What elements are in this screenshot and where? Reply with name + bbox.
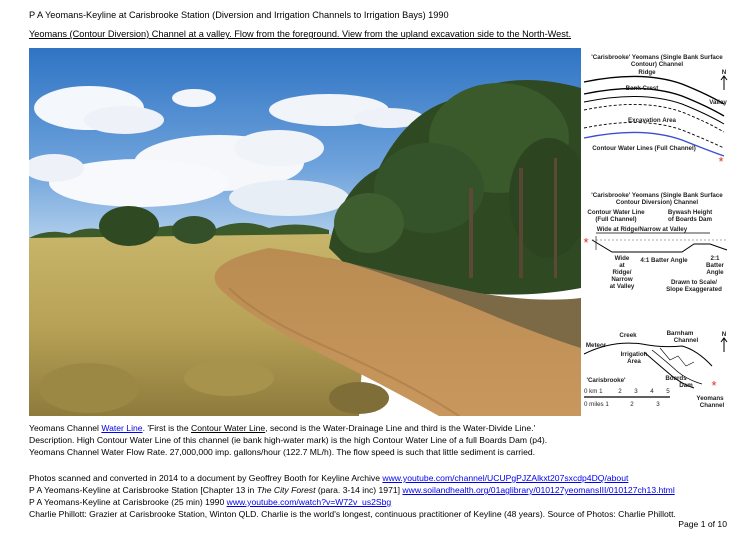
caption-line-2: Description. High Contour Water Line of this channel (ie bank high-water mark) is the high Contour Water Line of a full Boards Dam (p4). xyxy=(29,435,548,445)
caption-suffix: , second is the Water-Drainage Line and third is the Water-Divide Line.' xyxy=(265,423,536,433)
page-number: Page 1 of 10 xyxy=(678,519,727,529)
soilandhealth-link[interactable]: www.soilandhealth.org/01aglibrary/010127yeomansIII/010127ch13.html xyxy=(402,485,675,495)
creek-label: Creek xyxy=(619,332,637,339)
km-tick-4: 4 xyxy=(650,388,654,395)
boards-label: Boards xyxy=(665,375,687,382)
map-north-arrow-icon xyxy=(721,338,727,352)
footer-line-4: Charlie Phillott: Grazier at Carisbrooke Station, Winton QLD. Charlie is the world's longest, continuous practitioner of Keyline (48 years). Source of Photos: Charlie Phillott. xyxy=(29,509,676,519)
diagram1-ridge-label: Ridge xyxy=(638,69,656,76)
diagram3-north-label: N xyxy=(721,331,727,338)
carisbrooke-label: 'Carisbrooke' xyxy=(586,377,626,384)
caption-line-3: Yeomans Channel Water Flow Rate. 27,000,000 imp. gallons/hour (122.7 ML/h). The flow speed is such that little sediment is carried. xyxy=(29,447,536,457)
at-valley-label: at Valley xyxy=(609,283,635,290)
diagram1-north-label: N xyxy=(721,69,727,76)
footer-line-3 xyxy=(29,497,391,508)
youtube-video-link[interactable]: www.youtube.com/watch?v=W72v_us2Sbg xyxy=(226,497,392,507)
full-channel-label: (Full Channel) xyxy=(595,216,637,223)
page-subtitle: Yeomans (Contour Diversion) Channel at a valley. Flow from the foreground. View from the upland excavation side to the North-West. xyxy=(29,29,571,39)
batter-41-label: 4:1 Batter Angle xyxy=(640,257,688,264)
footer-line-1 xyxy=(29,473,628,484)
north-arrow-icon xyxy=(721,76,727,90)
landscape-photo xyxy=(29,48,581,416)
channel-bottom-label: Channel xyxy=(699,402,725,409)
slope-exaggerated-label: Slope Exaggerated xyxy=(666,286,722,293)
wide-label: Wide xyxy=(614,255,630,262)
batter-21-label-b: Batter xyxy=(706,262,724,269)
irrigation-label: Irrigation xyxy=(620,351,648,358)
diagram1-excavation-label: Excavation Area xyxy=(628,117,676,124)
contour-water-line-text: Contour Water Line xyxy=(191,423,266,433)
keyline-archive-link[interactable]: www.youtube.com/channel/UCUPgPJZAlkxt207sxcdp4DQ/about xyxy=(382,473,629,483)
diagram1-title-line1: 'Carisbrooke' Yeomans (Single Bank Surface xyxy=(591,54,723,61)
footer-line1-text: Photos scanned and converted in 2014 to a document by Geoffrey Booth for Keyline Archive xyxy=(29,473,383,483)
footer-line2-suffix: (para. 3-14 inc) 1971] xyxy=(315,485,403,495)
caption-mid: . 'First is the xyxy=(142,423,191,433)
wide-at-ridge-label: Wide at Ridge/Narrow at Valley xyxy=(596,226,688,233)
meteor-label: Meteor xyxy=(585,342,607,349)
location-map-diagram xyxy=(582,326,732,418)
channel-cross-section-diagram xyxy=(582,190,732,298)
km-tick-5: 5 xyxy=(666,388,670,395)
miles-scale-label: 0 miles 1 xyxy=(584,401,609,408)
footer-line-2 xyxy=(29,485,675,496)
km-tick-3: 3 xyxy=(634,388,638,395)
channel-top-label: Channel xyxy=(673,337,699,344)
diagram1-valley-label: Valley xyxy=(709,99,727,106)
caption-prefix: Yeomans Channel xyxy=(29,423,102,433)
channel-plan-diagram xyxy=(582,52,732,168)
of-boards-dam-label: of Boards Dam xyxy=(667,216,713,223)
footer-line3-text: P A Yeomans-Keyline at Carisbrooke (25 min) 1990 xyxy=(29,497,227,507)
diagram1-bank-crest-label: Bank Crest xyxy=(625,85,659,92)
diagram1-contour-lines-label: Contour Water Lines (Full Channel) xyxy=(592,145,696,152)
water-line-link[interactable]: Water Line xyxy=(101,423,143,433)
footer-line2-prefix: P A Yeomans-Keyline at Carisbrooke Station [Chapter 13 in xyxy=(29,485,257,495)
drawn-to-scale-label: Drawn to Scale/ xyxy=(670,279,718,286)
dam-label: Dam xyxy=(679,382,693,389)
at-label: at xyxy=(619,262,625,269)
batter-21-label-c: Angle xyxy=(706,269,724,276)
km-tick-2: 2 xyxy=(618,388,622,395)
diagram2-title-line1: 'Carisbrooke' Yeomans (Single Bank Surface xyxy=(591,192,723,199)
area-label: Area xyxy=(627,358,641,365)
diagram1-marker: * xyxy=(718,154,724,168)
diagram2-title-line2: Contour Diversion) Channel xyxy=(615,199,699,206)
diagram3-marker: * xyxy=(711,378,717,393)
city-forest-title: The City Forest xyxy=(256,485,316,495)
contour-water-line-label: Contour Water Line xyxy=(587,209,645,216)
batter-21-label-a: 2:1 xyxy=(710,255,720,262)
yeomans-label: Yeomans xyxy=(696,395,724,402)
narrow-label: Narrow xyxy=(611,276,633,283)
diagram2-marker: * xyxy=(583,235,589,250)
diagram1-title-line2: Contour) Channel xyxy=(630,61,684,68)
bywash-height-label: Bywash Height xyxy=(667,209,713,216)
page-title: P A Yeomans-Keyline at Carisbrooke Station (Diversion and Irrigation Channels to Irrigation Bays) 1990 xyxy=(29,10,449,20)
barnham-label: Barnham xyxy=(666,330,694,337)
miles-tick-2: 2 xyxy=(630,401,634,408)
km-scale-label: 0 km 1 xyxy=(584,388,603,395)
miles-tick-3: 3 xyxy=(656,401,660,408)
caption-line-1 xyxy=(29,423,535,434)
ridge-slash-label: Ridge/ xyxy=(612,269,632,276)
